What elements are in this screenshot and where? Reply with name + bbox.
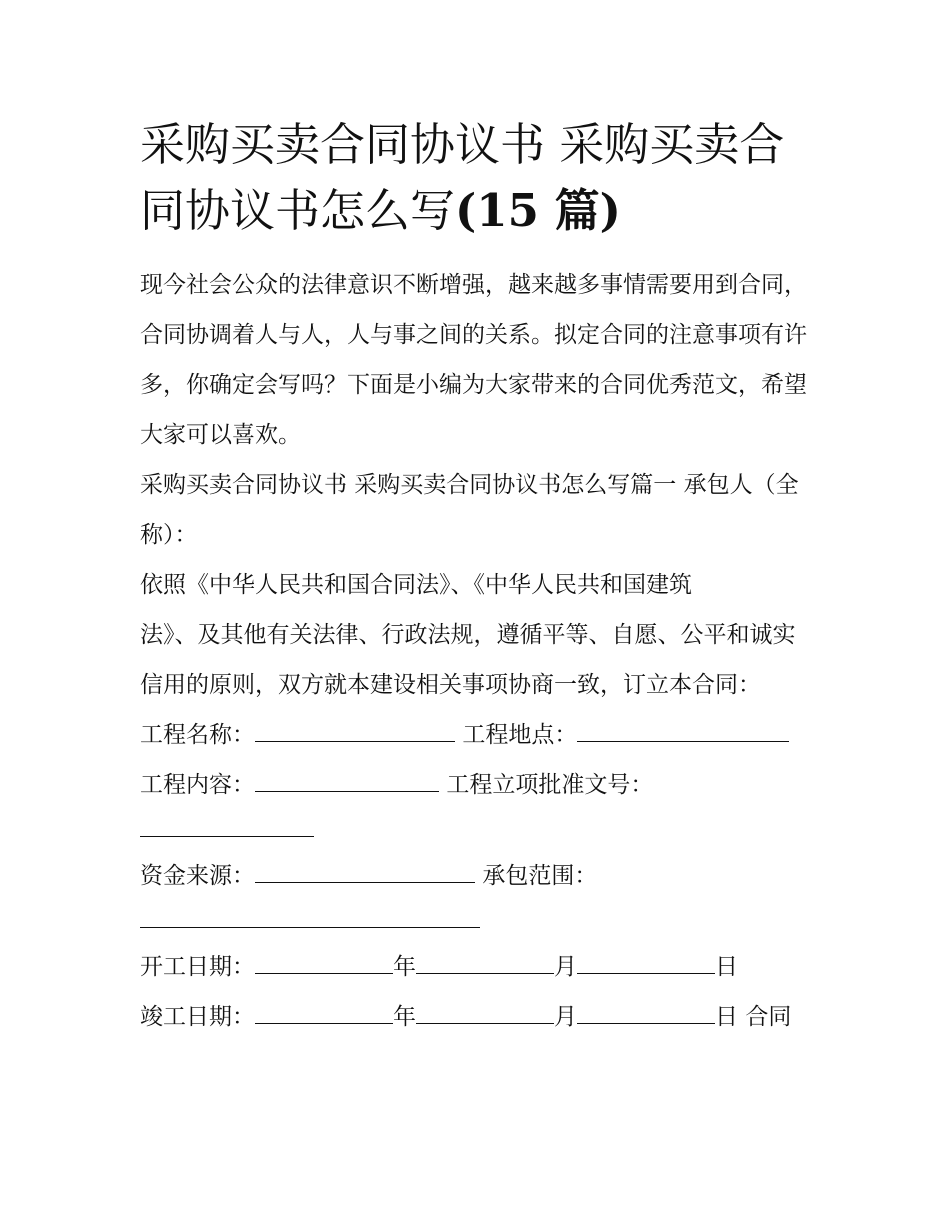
section-heading: 采购买卖合同协议书 采购买卖合同协议书怎么写篇一 承包人（全称）： — [140, 472, 799, 548]
approval-number-blank[interactable] — [140, 810, 314, 837]
completion-month-label: 月 — [554, 1004, 577, 1030]
contract-scope-blank[interactable] — [140, 901, 480, 928]
completion-month-blank[interactable] — [416, 1003, 554, 1024]
title-count: (15 篇) — [455, 184, 621, 237]
project-location-blank[interactable] — [577, 721, 789, 742]
contract-trailing-text: 合同 — [745, 1004, 792, 1030]
document-title — [140, 112, 812, 244]
completion-year-label: 年 — [393, 1004, 416, 1030]
start-day-label: 日 — [715, 954, 738, 980]
start-month-blank[interactable] — [416, 953, 554, 974]
project-content-blank[interactable] — [255, 771, 439, 792]
intro-paragraph: 现今社会公众的法律意识不断增强，越来越多事情需要用到合同，合同协调着人与人，人与事之间的关系。拟定合同的注意事项有许多，你确定会写吗？下面是小编为大家带来的合同优秀范文，希望大家可以喜欢。 — [140, 272, 807, 448]
contract-scope-label: 承包范围： — [482, 863, 598, 889]
field-row-start-date — [140, 942, 812, 992]
field-row-content-approval — [140, 760, 812, 810]
project-content-label: 工程内容： — [140, 772, 255, 798]
start-day-blank[interactable] — [577, 953, 715, 974]
basis-paragraph: 法》、及其他有关法律、行政法规，遵循平等、自愿、公平和诚实信用的原则，双方就本建设相关事项协商一致，订立本合同： — [140, 622, 796, 698]
completion-day-label: 日 — [715, 1004, 738, 1030]
approval-number-label: 工程立项批准文号： — [446, 772, 654, 798]
field-row-fund-scope — [140, 851, 812, 901]
completion-year-blank[interactable] — [255, 1003, 393, 1024]
completion-date-label: 竣工日期： — [140, 1004, 255, 1030]
start-month-label: 月 — [554, 954, 577, 980]
field-row-completion-date — [140, 992, 812, 1042]
project-name-blank[interactable] — [255, 721, 455, 742]
completion-day-blank[interactable] — [577, 1003, 715, 1024]
fund-source-label: 资金来源： — [140, 863, 255, 889]
field-row-name-location — [140, 710, 812, 760]
project-name-label: 工程名称： — [140, 722, 255, 748]
start-year-blank[interactable] — [255, 953, 393, 974]
start-date-label: 开工日期： — [140, 954, 255, 980]
start-year-label: 年 — [393, 954, 416, 980]
fund-source-blank[interactable] — [255, 862, 475, 883]
basis-line-1: 依照《中华人民共和国合同法》、《中华人民共和国建筑 — [140, 572, 692, 598]
project-location-label: 工程地点： — [462, 722, 578, 748]
title-main: 采购买卖合同协议书 采购买卖合同协议书怎么写 — [140, 118, 785, 237]
